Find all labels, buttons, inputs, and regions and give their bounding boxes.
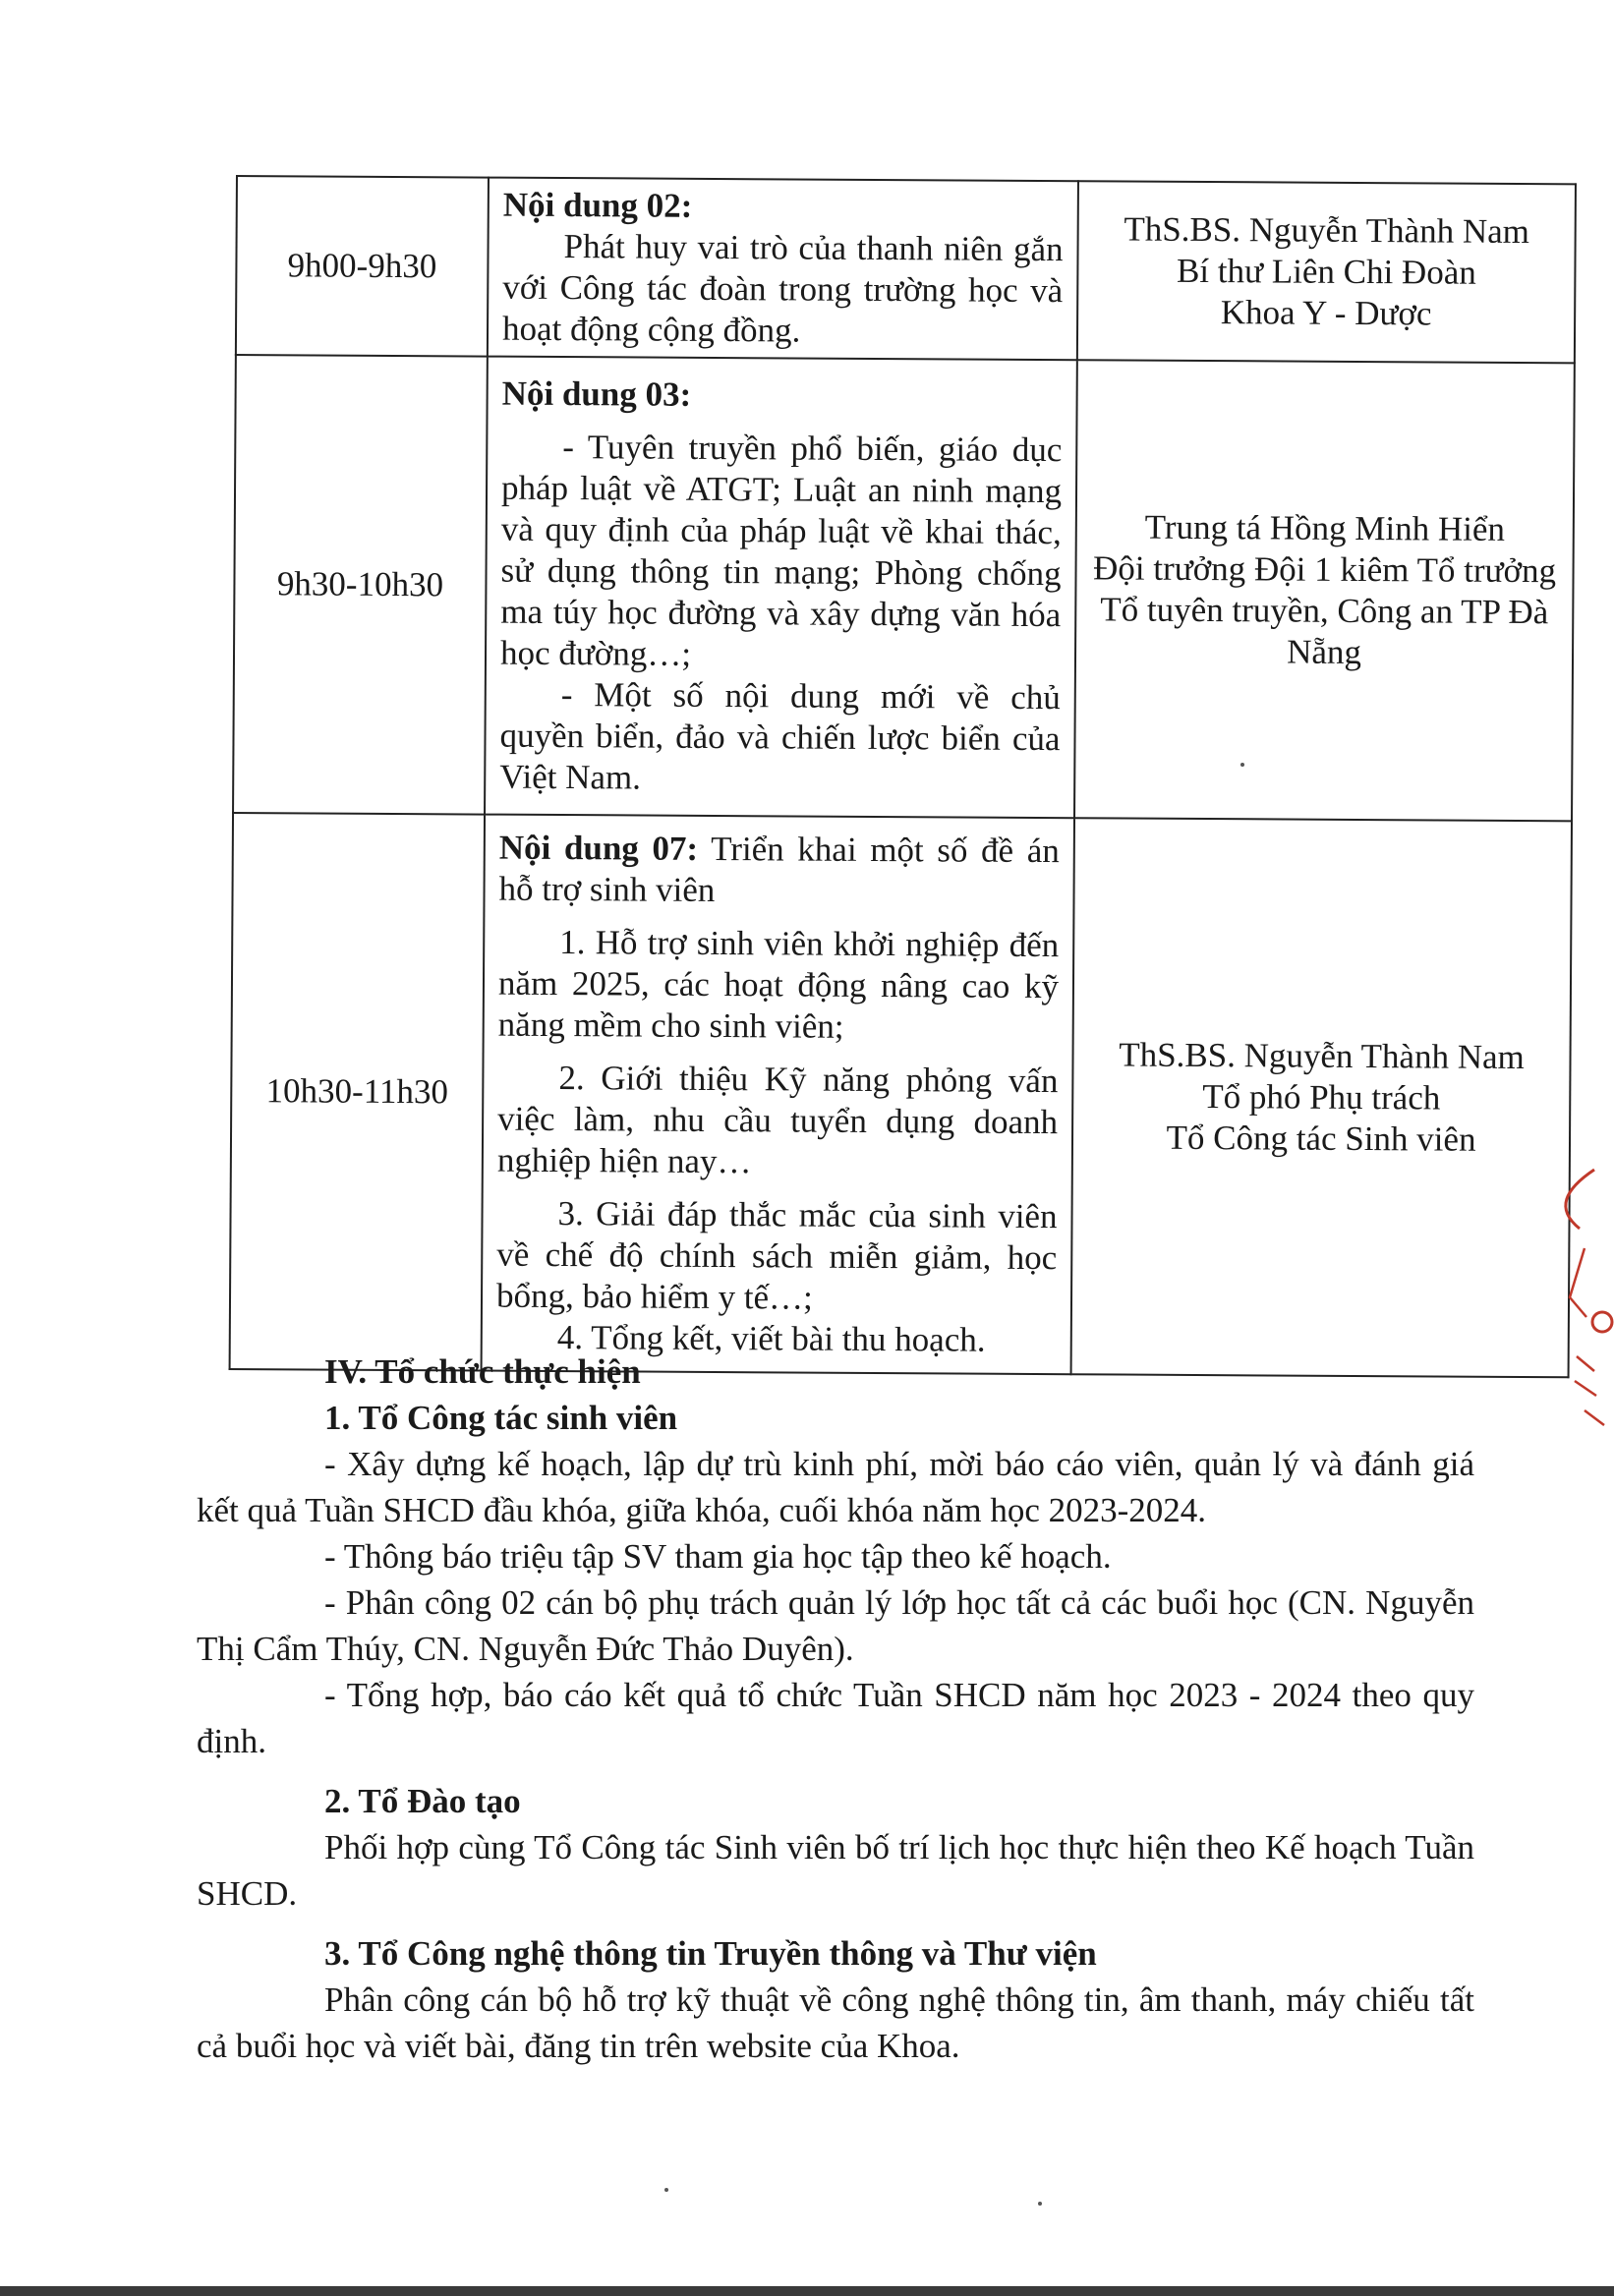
content-paragraph: 3. Giải đáp thắc mắc của sinh viên về chế độ chính sách miễn giảm, học bổng, bảo hiểm y tế…; <box>495 1194 1058 1317</box>
speaker-line: ThS.BS. Nguyễn Thành Nam <box>1124 209 1530 252</box>
content-paragraph: Phát huy vai trò của thanh niên gắn với Công tác đoàn trong trường học và hoạt động cộng đồng. <box>501 227 1064 350</box>
section-paragraph: - Thông báo triệu tập SV tham gia học tập theo kế hoạch. <box>324 1537 1112 1576</box>
section-paragraph: - Phân công 02 cán bộ phụ trách quản lý lớp học tất cả các buổi học (CN. Nguyễn Thị Cẩm Thúy, CN. Nguyễn Đức Thảo Duyên). <box>197 1583 1474 1668</box>
scan-bottom-edge <box>0 2286 1614 2296</box>
scan-speck <box>1038 2202 1042 2206</box>
speaker-line: Đội trưởng Đội 1 kiêm Tổ trưởng Tổ tuyên truyền, Công an TP Đà Nẵng <box>1092 548 1557 672</box>
speaker-line: Trung tá Hồng Minh Hiển <box>1144 507 1506 548</box>
schedule-row <box>233 355 1575 821</box>
content-cell <box>488 178 1078 361</box>
scan-speck <box>664 2188 668 2192</box>
speaker-line: Tổ Công tác Sinh viên <box>1166 1118 1476 1159</box>
schedule-table <box>229 175 1577 1378</box>
content-paragraph: - Một số nội dung mới về chủ quyền biển, đảo và chiến lược biển của Việt Nam. <box>499 675 1061 797</box>
speaker-line: ThS.BS. Nguyễn Thành Nam <box>1119 1035 1525 1077</box>
speaker-cell <box>1071 818 1572 1377</box>
content-title <box>498 828 1060 913</box>
section-paragraph: Phân công cán bộ hỗ trợ kỹ thuật về công nghệ thông tin, âm thanh, máy chiếu tất cả buổi học và viết bài, đăng tin trên website của Khoa. <box>197 1980 1474 2065</box>
content-title-label: Nội dung 07: <box>498 828 699 868</box>
scan-speck <box>1240 763 1244 767</box>
content-title-rest: Triển khai một số đề án hỗ trợ sinh viên <box>498 829 1060 909</box>
content-cell <box>482 815 1074 1375</box>
speaker-cell <box>1074 360 1575 821</box>
subsection-heading: 1. Tổ Công tác sinh viên <box>324 1399 678 1437</box>
content-paragraph: - Tuyên truyền phổ biến, giáo dục pháp luật về ATGT; Luật an ninh mạng và quy định của pháp luật về khai thác, sử dụng thông tin mạng; Phòng chống ma túy học đường và xây dựng văn hóa học đường…; <box>499 428 1063 673</box>
content-title: Nội dung 02: <box>502 185 693 225</box>
speaker-line: Bí thư Liên Chi Đoàn <box>1176 251 1476 292</box>
implementation-section <box>197 1349 1474 2069</box>
section-paragraph: - Xây dựng kế hoạch, lập dự trù kinh phí, mời báo cáo viên, quản lý và đánh giá kết quả Tuần SHCD đầu khóa, giữa khóa, cuối khóa năm học 2023-2024. <box>197 1445 1474 1529</box>
schedule-row <box>236 176 1576 363</box>
speaker-line: Tổ phó Phụ trách <box>1202 1077 1441 1118</box>
content-paragraph: 2. Giới thiệu Kỹ năng phỏng vấn việc làm, nhu cầu tuyển dụng doanh nghiệp hiện nay… <box>496 1059 1059 1181</box>
section-heading: IV. Tổ chức thực hiện <box>324 1352 641 1391</box>
time-cell: 9h00-9h30 <box>236 176 489 357</box>
section-paragraph: - Tổng hợp, báo cáo kết quả tổ chức Tuần SHCD năm học 2023 - 2024 theo quy định. <box>197 1676 1474 1760</box>
speaker-cell <box>1077 181 1576 363</box>
time-cell: 10h30-11h30 <box>230 813 485 1371</box>
time-cell: 9h30-10h30 <box>233 355 488 815</box>
stamp-edge-mark <box>1526 1150 1614 1445</box>
subsection-heading: 2. Tổ Đào tạo <box>324 1782 521 1820</box>
content-title: Nội dung 03: <box>501 373 692 414</box>
content-paragraph: 4. Tổng kết, viết bài thu hoạch. <box>556 1318 986 1359</box>
section-paragraph: Phối hợp cùng Tổ Công tác Sinh viên bố trí lịch học thực hiện theo Kế hoạch Tuần SHCD. <box>197 1828 1474 1913</box>
content-paragraph: 1. Hỗ trợ sinh viên khởi nghiệp đến năm 2025, các hoạt động nâng cao kỹ năng mềm cho sinh viên; <box>497 923 1060 1046</box>
content-cell <box>485 357 1077 819</box>
speaker-line: Khoa Y - Dược <box>1220 293 1432 333</box>
schedule-row <box>230 813 1572 1377</box>
subsection-heading: 3. Tổ Công nghệ thông tin Truyền thông và Thư viện <box>324 1934 1097 1973</box>
